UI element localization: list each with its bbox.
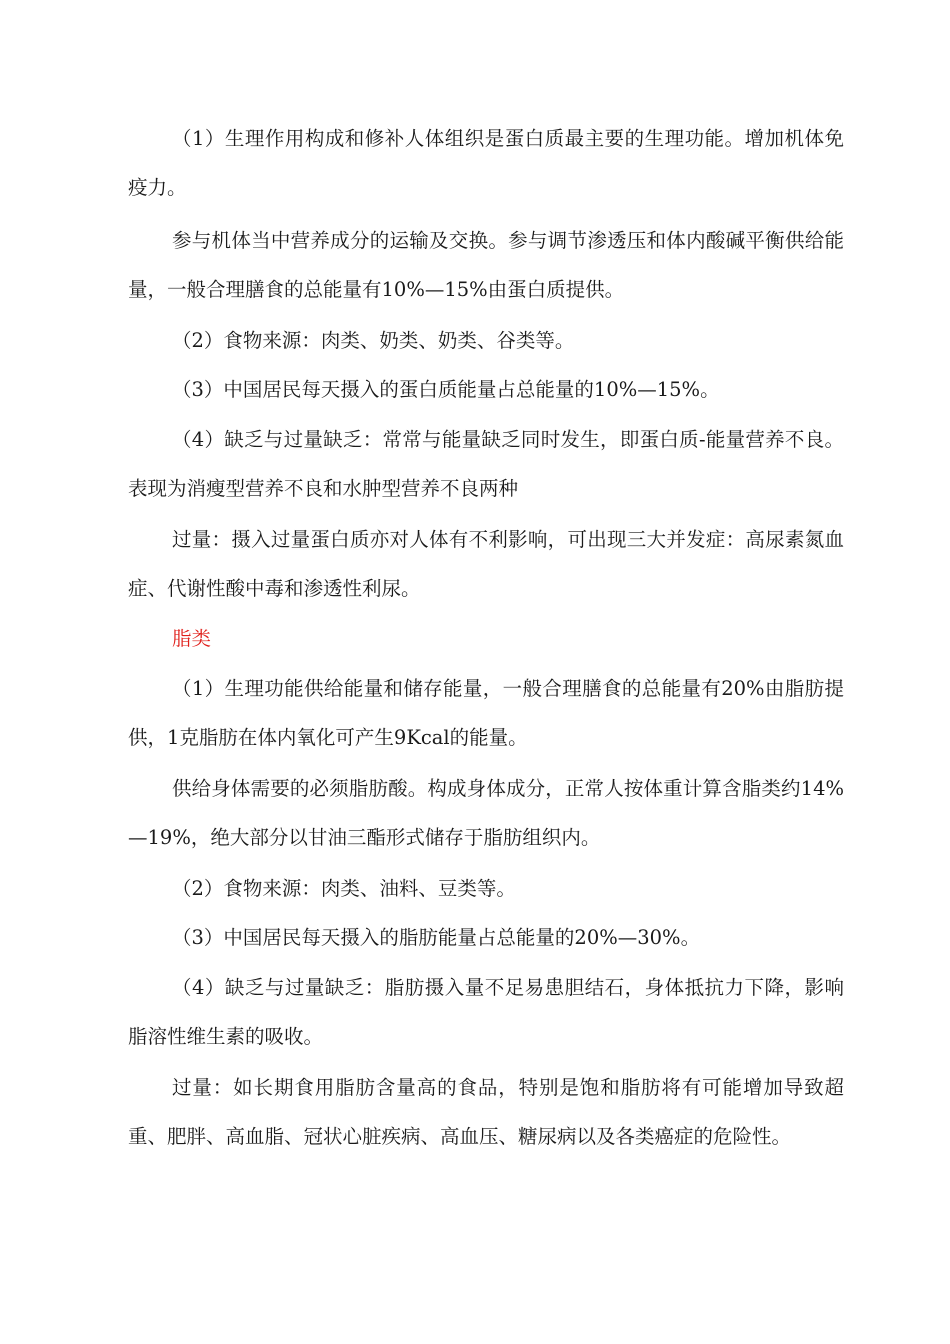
- protein-transport-paragraph: 参与机体当中营养成分的运输及交换。参与调节渗透压和体内酸碱平衡供给能量，一般合理膳食的总能量有10%—15%由蛋白质提供。: [128, 229, 844, 301]
- protein-function-paragraph: （1）生理作用构成和修补人体组织是蛋白质最主要的生理功能。增加机体免疫力。: [128, 127, 844, 199]
- fat-fatty-acid-paragraph: 供给身体需要的必须脂肪酸。构成身体成分，正常人按体重计算含脂类约14%—19%，绝大部分以甘油三酯形式储存于脂肪组织内。: [128, 777, 844, 849]
- fat-excess-paragraph: 过量：如长期食用脂肪含量高的食品，特别是饱和脂肪将有可能增加导致超重、肥胖、高血脂、冠状心脏疾病、高血压、糖尿病以及各类癌症的危险性。: [128, 1076, 844, 1148]
- fat-section-heading: 脂类: [172, 627, 212, 650]
- fat-intake-paragraph: （3）中国居民每天摄入的脂肪能量占总能量的20%—30%。: [172, 926, 701, 949]
- protein-intake-paragraph: （3）中国居民每天摄入的蛋白质能量占总能量的10%—15%。: [172, 378, 720, 401]
- protein-food-source-paragraph: （2）食物来源：肉类、奶类、奶类、谷类等。: [172, 329, 575, 352]
- protein-deficiency-paragraph: （4）缺乏与过量缺乏：常常与能量缺乏同时发生，即蛋白质-能量营养不良。表现为消瘦型营养不良和水肿型营养不良两种: [128, 428, 844, 500]
- fat-deficiency-paragraph: （4）缺乏与过量缺乏：脂肪摄入量不足易患胆结石，身体抵抗力下降，影响脂溶性维生素的吸收。: [128, 976, 844, 1048]
- fat-function-paragraph: （1）生理功能供给能量和储存能量，一般合理膳食的总能量有20%由脂肪提供，1克脂肪在体内氧化可产生9Kcal的能量。: [128, 677, 844, 749]
- fat-food-source-paragraph: （2）食物来源：肉类、油料、豆类等。: [172, 877, 516, 900]
- protein-excess-paragraph: 过量：摄入过量蛋白质亦对人体有不利影响，可出现三大并发症：高尿素氮血症、代谢性酸中毒和渗透性利尿。: [128, 528, 844, 600]
